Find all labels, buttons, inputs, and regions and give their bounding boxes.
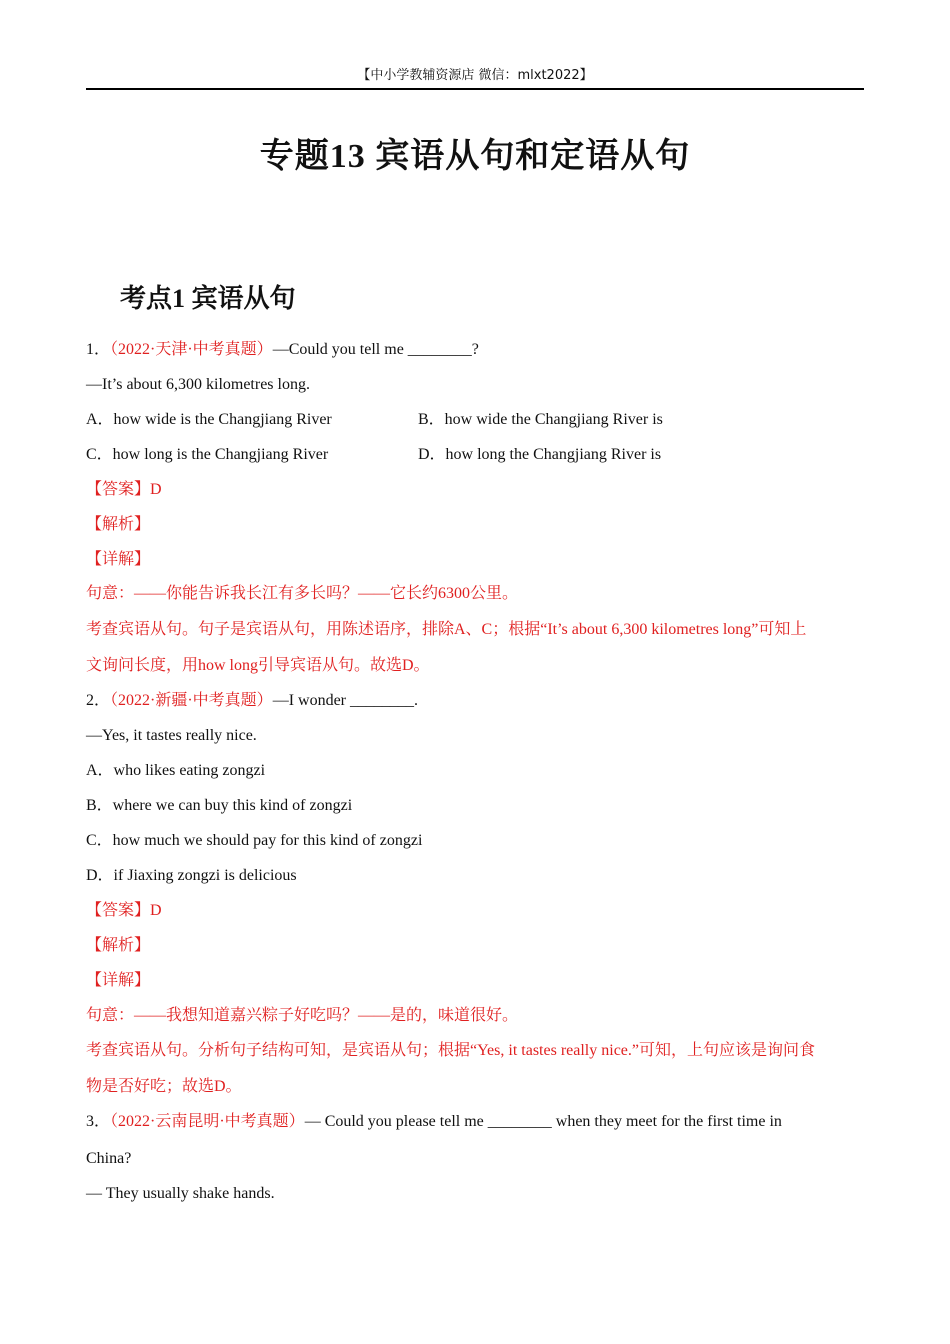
explanation-line-2: 物是否好吃；故选D。 [86, 1078, 242, 1095]
question-2 [86, 691, 418, 711]
question-1 [86, 340, 479, 360]
analysis-label: 【解析】 [86, 937, 151, 954]
meaning: 句意：——你能告诉我长江有多长吗？——它长约6300公里。 [86, 585, 519, 602]
analysis-label: 【解析】 [86, 516, 151, 533]
question-number: 3． [86, 1113, 111, 1130]
explanation-line-1: 考查宾语从句。句子是宾语从句，用陈述语序，排除A、C；根据“It’s about 6,300 kilometres long”可知上 [86, 621, 807, 638]
option-d: D．if Jiaxing zongzi is delicious [86, 867, 297, 884]
question-source: （2022·天津·中考真题） [110, 341, 273, 358]
option-a: A．who likes eating zongzi [86, 762, 266, 779]
option-c: C．how much we should pay for this kind of zongzi [86, 832, 423, 849]
question-stem-continued: China? [86, 1150, 132, 1167]
question-stem: —Could you tell me ________? [272, 341, 479, 358]
answer: 【答案】D [86, 481, 162, 498]
explanation-line-1: 考查宾语从句。分析句子结构可知，是宾语从句；根据“Yes, it tastes really nice.”可知，上句应该是询问食 [86, 1042, 815, 1059]
question-number: 2． [86, 692, 111, 709]
question-reply: —Yes, it tastes really nice. [86, 727, 257, 744]
question-stem: —I wonder ________. [272, 692, 418, 709]
detail-label: 【详解】 [86, 972, 151, 989]
answer: 【答案】D [86, 902, 162, 919]
question-source: （2022·新疆·中考真题） [110, 692, 273, 709]
detail-label: 【详解】 [86, 551, 151, 568]
option-c: C．how long is the Changjiang River [86, 446, 329, 463]
option-d: D．how long the Changjiang River is [418, 446, 662, 463]
meaning: 句意：——我想知道嘉兴粽子好吃吗？——是的，味道很好。 [86, 1007, 519, 1024]
question-reply: — They usually shake hands. [86, 1185, 275, 1202]
question-source: （2022·云南昆明·中考真题） [110, 1113, 305, 1130]
option-a: A．how wide is the Changjiang River [86, 411, 332, 428]
option-b: B．where we can buy this kind of zongzi [86, 797, 353, 814]
page-header: 【中小学教辅资源店 微信：mlxt2022】 [86, 66, 864, 90]
question-3 [86, 1112, 782, 1132]
option-b: B．how wide the Changjiang River is [418, 411, 663, 428]
question-reply: —It’s about 6,300 kilometres long. [86, 376, 310, 393]
section-heading: 考点1 宾语从句 [120, 284, 296, 313]
page-title: 专题13 宾语从句和定语从句 [259, 138, 691, 175]
question-stem: — Could you please tell me ________ when they meet for the first time in [304, 1113, 782, 1130]
question-number: 1． [86, 341, 111, 358]
explanation-line-2: 文询问长度，用how long引导宾语从句。故选D。 [86, 657, 430, 674]
